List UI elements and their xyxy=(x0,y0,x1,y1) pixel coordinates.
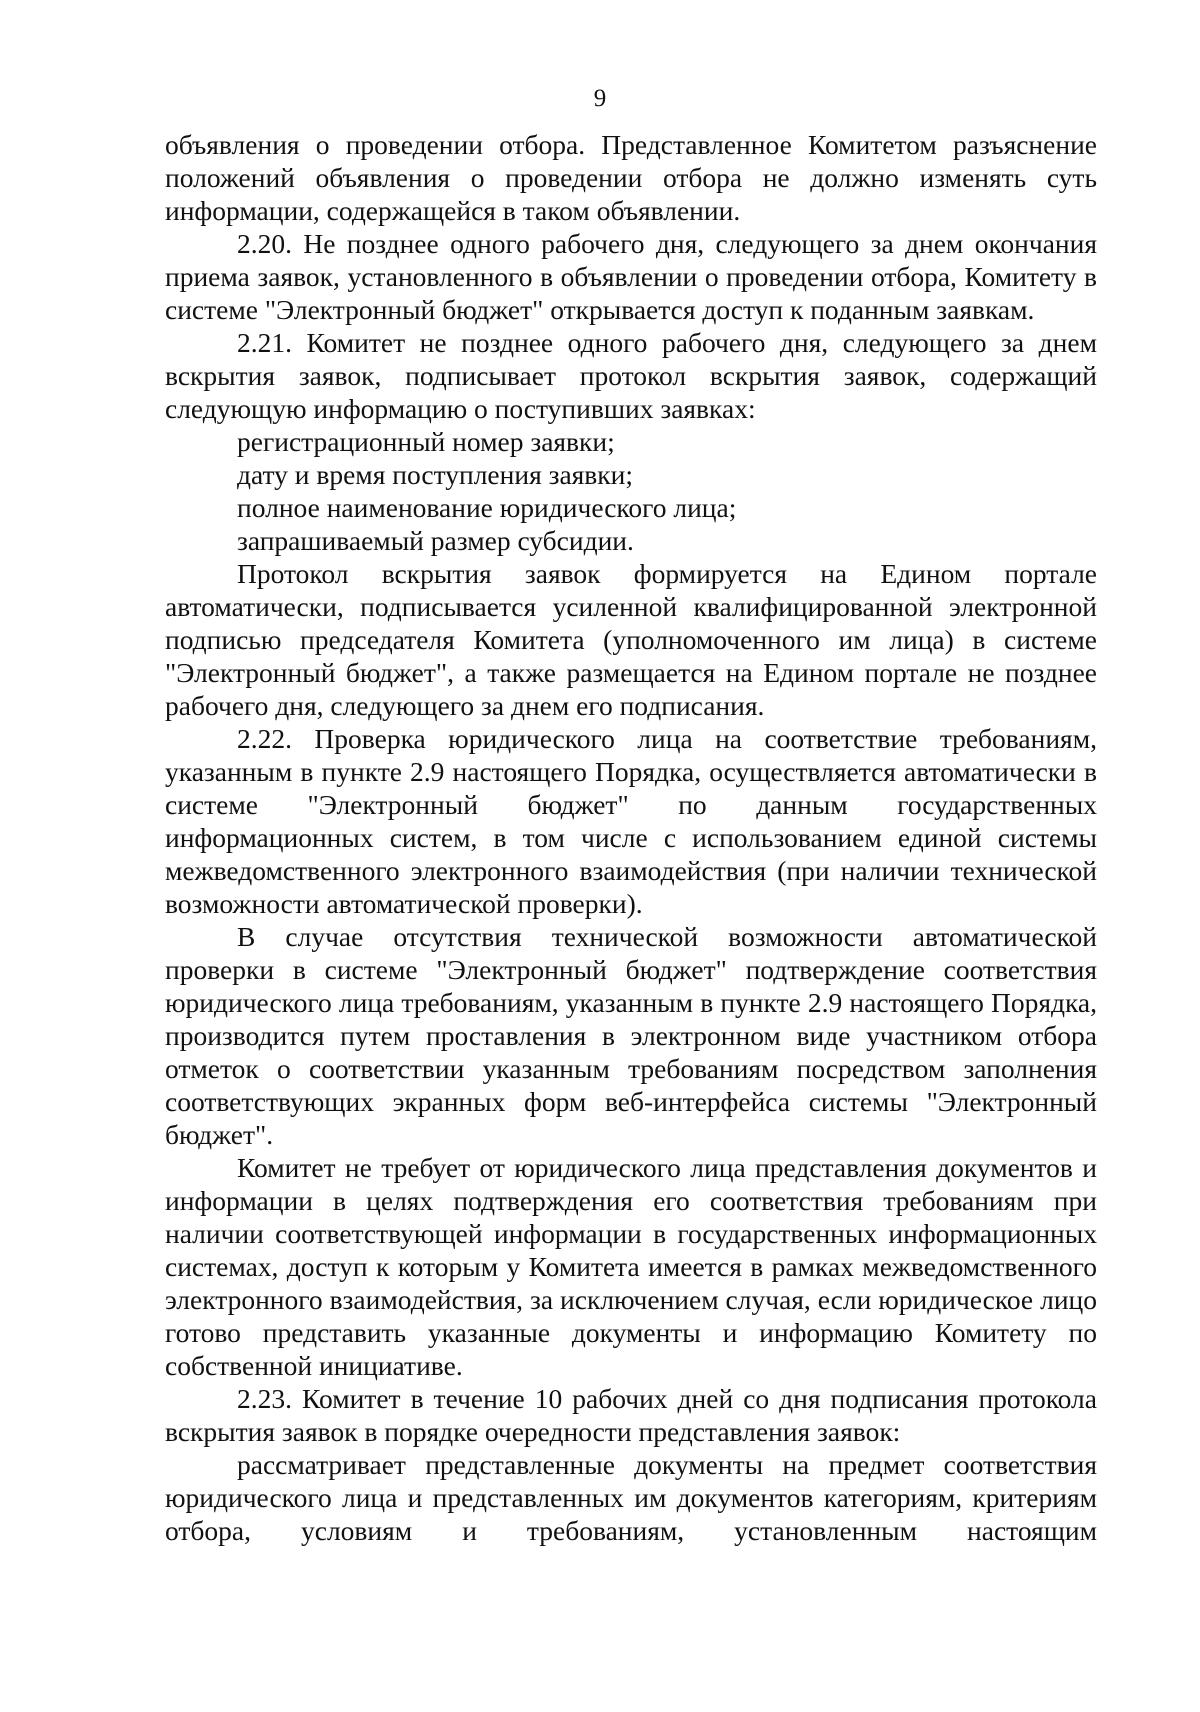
page-number: 9 xyxy=(593,85,607,112)
paragraph-2-20: 2.20. Не позднее одного рабочего дня, следующего за днем окончания приема заявок, установленного в объявлении о проведении отбора, Комитету в системе "Электронный бюджет" открывается доступ к поданным заявкам. xyxy=(165,228,1097,325)
list-item-date-time: дату и время поступления заявки; xyxy=(237,459,634,490)
paragraph-2-22: 2.22. Проверка юридического лица на соответствие требованиям, указанным в пункте 2.9 настоящего Порядка, осуществляется автоматически в системе "Электронный бюджет" по данным государственных информационных систем, в том числе с использованием единой системы межведомственного электронного взаимодействия (при наличии технической возможности автоматической проверки). xyxy=(165,723,1097,919)
list-item-registration-number: регистрационный номер заявки; xyxy=(237,426,615,457)
document-body xyxy=(165,128,1097,1547)
paragraph-reviews-documents: рассматривает представленные документы на предмет соответствия юридического лица и представленных им документов категориям, критериям отбора, условиям и требованиям, установленным настоящим xyxy=(165,1449,1097,1546)
list-item-full-name: полное наименование юридического лица; xyxy=(237,492,737,523)
list-item-subsidy-amount: запрашиваемый размер субсидии. xyxy=(237,525,634,556)
paragraph-committee-does-not-require: Комитет не требует от юридического лица представления документов и информации в целях подтверждения его соответствия требованиям при наличии соответствующей информации в государственных информационных системах, доступ к которым у Комитета имеется в рамках межведомственного электронного взаимодействия, за исключением случая, если юридическое лицо готово представить указанные документы и информацию Комитету по собственной инициативе. xyxy=(165,1152,1097,1381)
paragraph-no-technical-possibility: В случае отсутствия технической возможности автоматической проверки в системе "Электронный бюджет" подтверждение соответствия юридического лица требованиям, указанным в пункте 2.9 настоящего Порядка, производится путем проставления в электронном виде участником отбора отметок о соответствии указанным требованиям посредством заполнения соответствующих экранных форм веб-интерфейса системы "Электронный бюджет". xyxy=(165,921,1097,1150)
paragraph-2-23: 2.23. Комитет в течение 10 рабочих дней со дня подписания протокола вскрытия заявок в порядке очередности представления заявок: xyxy=(165,1383,1097,1447)
paragraph-continuation: объявления о проведении отбора. Представленное Комитетом разъяснение положений объявления о проведении отбора не должно изменять суть информации, содержащейся в таком объявлении. xyxy=(165,129,1097,226)
paragraph-2-21: 2.21. Комитет не позднее одного рабочего дня, следующего за днем вскрытия заявок, подписывает протокол вскрытия заявок, содержащий следующую информацию о поступивших заявках: xyxy=(165,327,1097,424)
paragraph-protocol: Протокол вскрытия заявок формируется на Едином портале автоматически, подписывается усиленной квалифицированной электронной подписью председателя Комитета (уполномоченного им лица) в системе "Электронный бюджет", а также размещается на Едином портале не позднее рабочего дня, следующего за днем его подписания. xyxy=(165,558,1097,721)
